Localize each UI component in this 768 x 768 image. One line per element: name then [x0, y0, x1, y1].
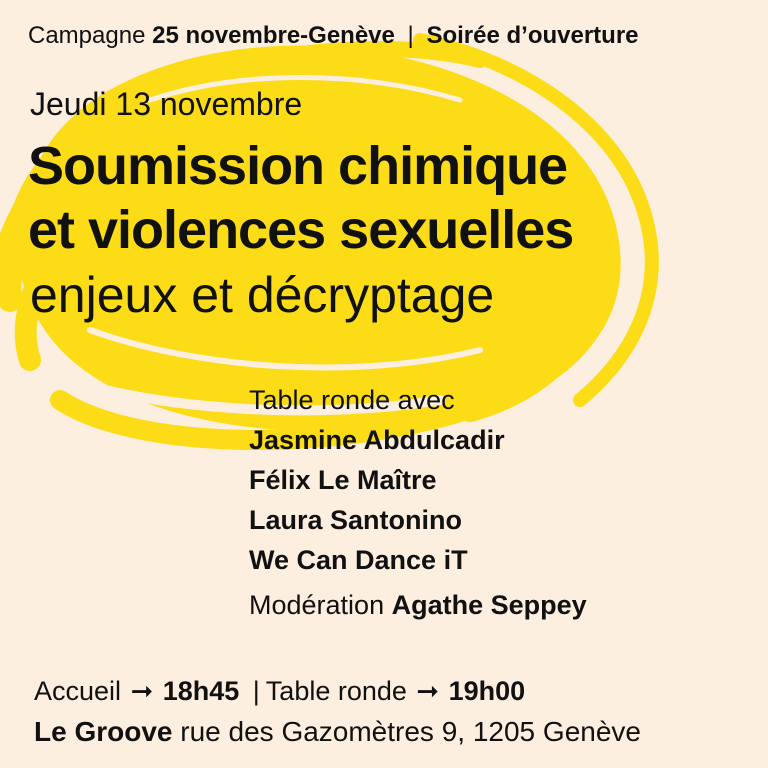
header-separator: | [407, 22, 414, 49]
speaker-name: Laura Santonino [249, 505, 463, 535]
speaker-name: Jasmine Abdulcadir [249, 425, 505, 455]
schedule [34, 676, 525, 707]
title-line-1: Soumission chimique [28, 136, 568, 196]
panel-list [249, 380, 505, 580]
campaign-header [28, 22, 639, 50]
event-date: Jeudi 13 novembre [30, 86, 303, 122]
title-subtitle: enjeux et décryptage [30, 267, 495, 323]
campaign-name: 25 novembre-Genève [152, 22, 395, 49]
arrow-right-icon: ➞ [416, 676, 440, 706]
speaker-name: We Can Dance iT [249, 545, 468, 575]
venue-name: Le Groove [34, 716, 173, 747]
panel-intro: Table ronde avec [249, 385, 455, 415]
moderation-label: Modération [249, 590, 385, 620]
moderator-name: Agathe Seppey [391, 590, 587, 620]
panel-time: 19h00 [448, 676, 526, 706]
venue [34, 716, 641, 748]
arrow-right-icon: ➞ [130, 676, 154, 706]
welcome-time: 18h45 [162, 676, 240, 706]
event-type: Soirée d’ouverture [426, 22, 639, 49]
schedule-separator: | [252, 676, 260, 706]
panel-label: Table ronde [265, 676, 407, 706]
welcome-label: Accueil [34, 676, 122, 706]
title-line-2: et violences sexuelles [28, 200, 574, 260]
campaign-prefix: Campagne [28, 22, 146, 49]
speaker-name: Félix Le Maître [249, 465, 437, 495]
moderation [249, 590, 587, 621]
venue-address: rue des Gazomètres 9, 1205 Genève [180, 716, 641, 747]
